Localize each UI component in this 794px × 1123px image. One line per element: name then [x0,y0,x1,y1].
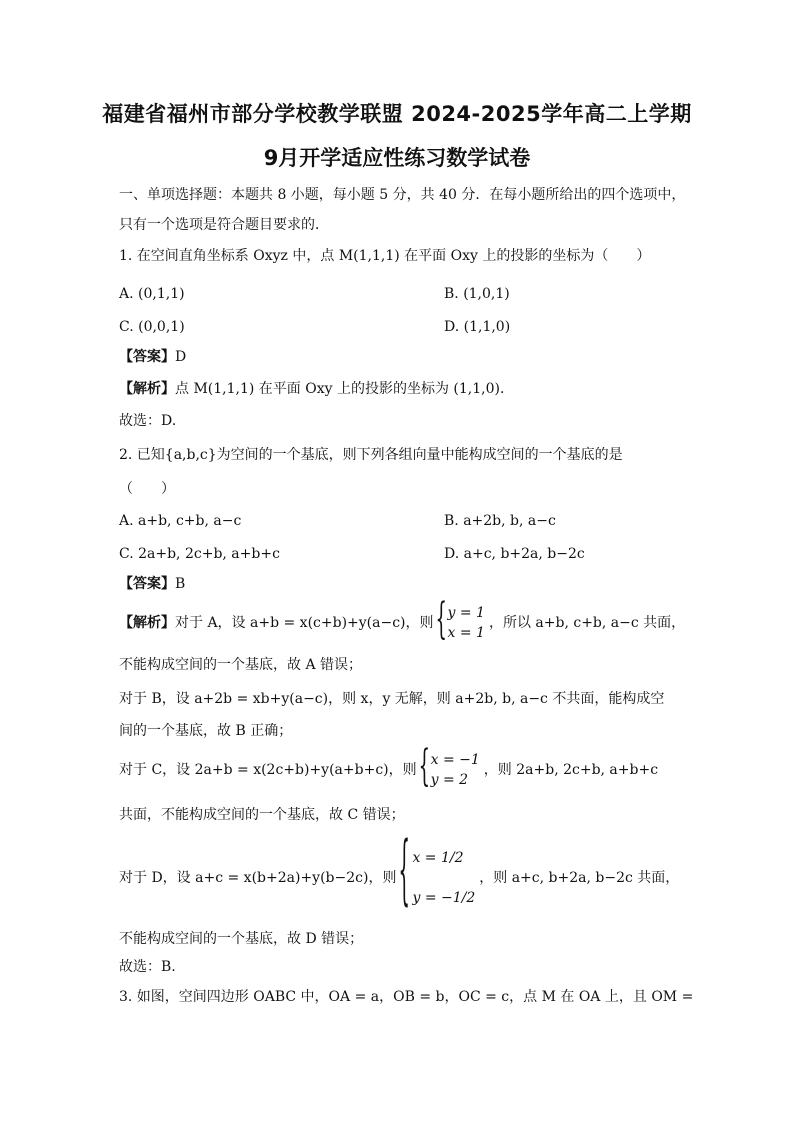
section-intro: 一、单项选择题：本题共 8 小题，每小题 5 分，共 40 分．在每小题所给出的四个选项中， [119,187,686,203]
q2-analysis-b-1: 对于 B，设 a+2b = xb+y(a−c)，则 x，y 无解，则 a+2b, b, a−c 不共面，能构成空 [119,691,665,707]
analysis-a-tail: ，所以 a+b, c+b, a−c 共面， [488,615,686,631]
q2-option-c: C. 2a+b, 2c+b, a+b+c [119,546,280,562]
q2-stem-paren: （ ） [119,481,175,497]
equation-row: { x = −1 [430,752,480,768]
analysis-text: 点 M(1,1,1) 在平面 Oxy 上的投影的坐标为 (1,1,0)． [175,381,514,397]
page-subtitle: 9月开学适应性练习数学试卷 [263,146,531,170]
section-intro-cont: 只有一个选项是符合题目要求的． [119,217,329,233]
answer-value: B [175,576,186,592]
q2-option-b: B. a+2b, b, a−c [444,513,556,529]
answer-label: 【答案】 [119,349,175,365]
answer-label: 【答案】 [119,576,175,592]
page-title: 福建省福州市部分学校教学联盟 2024-2025学年高二上学期 [102,102,692,126]
q1-option-b: B. (1,0,1) [444,286,510,302]
q2-option-d: D. a+c, b+2a, b−2c [444,546,585,562]
q1-stem: 1. 在空间直角坐标系 Oxyz 中，点 M(1,1,1) 在平面 Oxy 上的投影的坐标为（ ） [119,248,651,264]
q2-option-a: A. a+b, c+b, a−c [119,513,242,529]
q2-answer [119,575,185,593]
equation-row: y = −1/2 [412,890,476,906]
equation-system [421,750,480,790]
equation-row: y = 2 [430,772,469,788]
q2-analysis-a-end: 不能构成空间的一个基底，故 A 错误； [119,657,363,673]
equation-row: { y = 1 [447,605,485,621]
q1-option-d: D. (1,1,0) [444,319,511,335]
q1-answer [119,348,186,366]
q1-option-a: A. (0,1,1) [119,286,185,302]
analysis-label: 【解析】 [119,381,175,397]
analysis-d-tail: ，则 a+c, b+2a, b−2c 共面， [479,870,680,886]
q2-stem: 2. 已知{a,b,c}为空间的一个基底，则下列各组向量中能构成空间的一个基底的是 [119,447,623,463]
answer-value: D [175,349,187,365]
q3-stem: 3. 如图，空间四边形 OABC 中，OA = a，OB = b，OC = c，点 M 在 OA 上，且 OM = [119,989,694,1005]
q2-analysis-d [119,838,679,918]
analysis-a-text: 对于 A，设 a+b = x(c+b)+y(a−c)，则 [175,615,434,631]
q2-analysis-b-2: 间的一个基底，故 B 正确； [119,723,293,739]
q1-analysis [119,380,514,398]
q2-analysis-c [119,750,658,790]
equation-system [400,838,475,918]
equation-row: x = 1 [447,625,485,641]
q2-analysis-c-2: 共面，不能构成空间的一个基底，故 C 错误； [119,807,405,823]
q2-analysis-a [119,603,685,643]
q1-conclusion: 故选：D. [119,413,177,429]
q2-analysis-d-2: 不能构成空间的一个基底，故 D 错误； [119,931,364,947]
equation-row: { x = 1/2 [412,850,464,866]
analysis-c-text: 对于 C，设 2a+b = x(2c+b)+y(a+b+c)，则 [119,762,417,778]
analysis-c-tail: ，则 2a+b, 2c+b, a+b+c [483,762,659,778]
q1-option-c: C. (0,0,1) [119,319,185,335]
q2-conclusion: 故选：B. [119,959,176,975]
analysis-label: 【解析】 [119,615,175,631]
analysis-d-text: 对于 D，设 a+c = x(b+2a)+y(b−2c)，则 [119,870,397,886]
equation-system [438,603,485,643]
